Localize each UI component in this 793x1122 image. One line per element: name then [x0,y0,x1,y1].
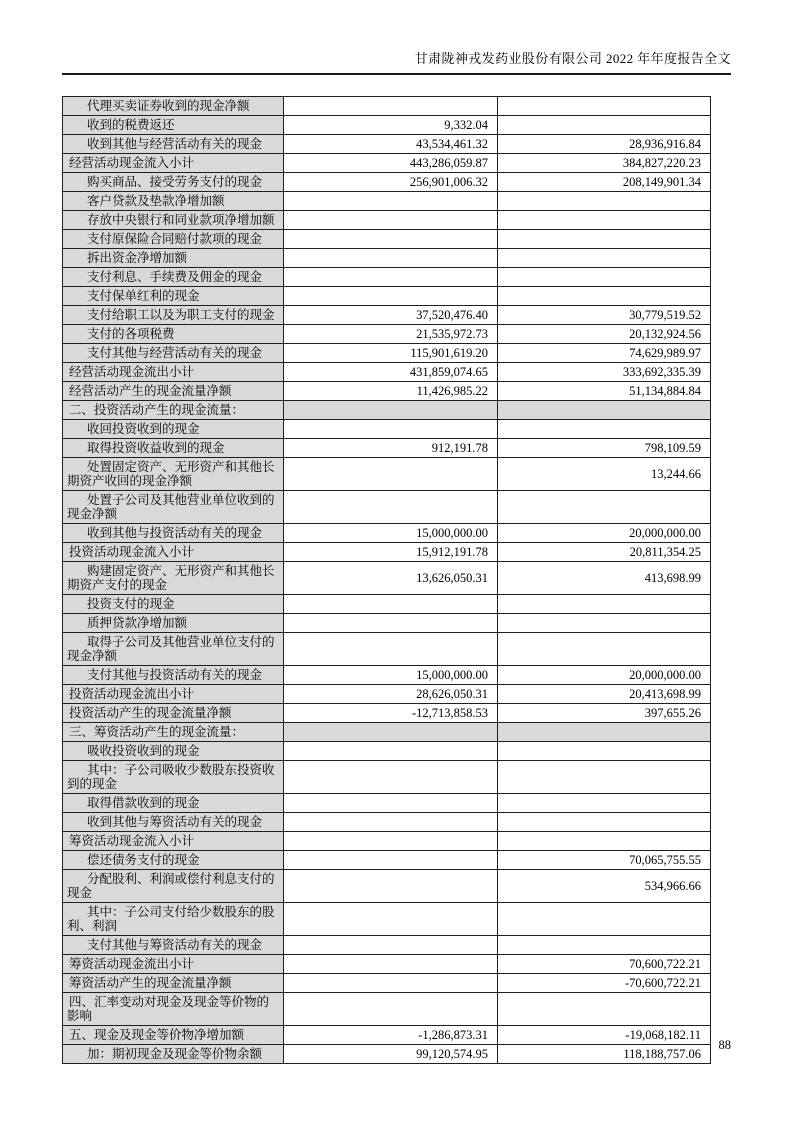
table-row [63,832,711,851]
prior-period-value-cell: 70,065,755.55 [498,851,711,870]
table-row [63,524,711,543]
prior-period-value-cell [498,761,711,794]
current-period-value-cell [284,870,498,903]
row-label-cell: 投资支付的现金 [63,595,284,614]
row-label-cell: 经营活动现金流出小计 [63,363,284,382]
table-row [63,382,711,401]
page-number: 88 [718,1038,731,1052]
row-label-cell: 取得子公司及其他营业单位支付的现金净额 [63,633,284,666]
current-period-value-cell [284,268,498,287]
prior-period-value-cell: 413,698.99 [498,562,711,595]
table-row [63,491,711,524]
prior-period-value-cell [498,633,711,666]
current-period-value-cell: -12,713,858.53 [284,704,498,723]
prior-period-value-cell: 397,655.26 [498,704,711,723]
row-label-cell: 筹资活动现金流出小计 [63,955,284,974]
current-period-value-cell: 11,426,985.22 [284,382,498,401]
table-row [63,993,711,1026]
table-row [63,974,711,993]
prior-period-value-cell [498,794,711,813]
current-period-value-cell: 115,901,619.20 [284,344,498,363]
row-label-cell: 四、汇率变动对现金及现金等价物的影响 [63,993,284,1026]
table-row [63,420,711,439]
row-label-cell: 取得借款收到的现金 [63,794,284,813]
prior-period-value-cell [498,420,711,439]
row-label-cell: 投资活动现金流入小计 [63,543,284,562]
table-row [63,135,711,154]
table-row [63,794,711,813]
table-row [63,723,711,742]
current-period-value-cell [284,723,498,742]
row-label-cell: 经营活动现金流入小计 [63,154,284,173]
prior-period-value-cell: 20,811,354.25 [498,543,711,562]
table-row [63,211,711,230]
prior-period-value-cell [498,614,711,633]
row-label-cell: 支付其他与筹资活动有关的现金 [63,936,284,955]
prior-period-value-cell: 333,692,335.39 [498,363,711,382]
cash-flow-table [62,96,711,1064]
prior-period-value-cell: 51,134,884.84 [498,382,711,401]
row-label-cell: 处置子公司及其他营业单位收到的现金净额 [63,491,284,524]
prior-period-value-cell [498,993,711,1026]
current-period-value-cell [284,974,498,993]
header-rule [62,73,731,75]
row-label-cell: 其中：子公司支付给少数股东的股利、利润 [63,903,284,936]
current-period-value-cell: 9,332.04 [284,116,498,135]
table-row [63,704,711,723]
prior-period-value-cell [498,742,711,761]
current-period-value-cell [284,97,498,116]
current-period-value-cell [284,230,498,249]
current-period-value-cell [284,192,498,211]
row-label-cell: 经营活动产生的现金流量净额 [63,382,284,401]
prior-period-value-cell: 70,600,722.21 [498,955,711,974]
prior-period-value-cell [498,936,711,955]
table-row [63,363,711,382]
current-period-value-cell: 256,901,006.32 [284,173,498,192]
row-label-cell: 分配股利、利润或偿付利息支付的现金 [63,870,284,903]
current-period-value-cell: -1,286,873.31 [284,1026,498,1045]
prior-period-value-cell: -19,068,182.11 [498,1026,711,1045]
table-row [63,614,711,633]
row-label-cell: 收到其他与经营活动有关的现金 [63,135,284,154]
row-label-cell: 筹资活动产生的现金流量净额 [63,974,284,993]
row-label-cell: 筹资活动现金流入小计 [63,832,284,851]
prior-period-value-cell: 20,413,698.99 [498,685,711,704]
row-label-cell: 其中：子公司吸收少数股东投资收到的现金 [63,761,284,794]
table-row [63,287,711,306]
current-period-value-cell [284,420,498,439]
table-row [63,325,711,344]
current-period-value-cell: 431,859,074.65 [284,363,498,382]
current-period-value-cell: 443,286,059.87 [284,154,498,173]
prior-period-value-cell [498,97,711,116]
prior-period-value-cell: 384,827,220.23 [498,154,711,173]
table-row [63,344,711,363]
current-period-value-cell: 15,000,000.00 [284,666,498,685]
prior-period-value-cell: 74,629,989.97 [498,344,711,363]
row-label-cell: 投资活动现金流出小计 [63,685,284,704]
table-row [63,595,711,614]
row-label-cell: 支付保单红利的现金 [63,287,284,306]
row-label-cell: 五、现金及现金等价物净增加额 [63,1026,284,1045]
table-row [63,154,711,173]
row-label-cell: 支付原保险合同赔付款项的现金 [63,230,284,249]
prior-period-value-cell: 30,779,519.52 [498,306,711,325]
prior-period-value-cell [498,211,711,230]
current-period-value-cell [284,287,498,306]
table-row [63,936,711,955]
current-period-value-cell [284,211,498,230]
row-label-cell: 购建固定资产、无形资产和其他长期资产支付的现金 [63,562,284,595]
table-row [63,633,711,666]
table-row [63,761,711,794]
prior-period-value-cell [498,723,711,742]
row-label-cell: 支付给职工以及为职工支付的现金 [63,306,284,325]
row-label-cell: 代理买卖证券收到的现金净额 [63,97,284,116]
row-label-cell: 购买商品、接受劳务支付的现金 [63,173,284,192]
current-period-value-cell [284,633,498,666]
current-period-value-cell: 21,535,972.73 [284,325,498,344]
prior-period-value-cell [498,249,711,268]
current-period-value-cell [284,401,498,420]
row-label-cell: 支付的各项税费 [63,325,284,344]
table-row [63,230,711,249]
row-label-cell: 三、筹资活动产生的现金流量： [63,723,284,742]
row-label-cell: 投资活动产生的现金流量净额 [63,704,284,723]
row-label-cell: 收回投资收到的现金 [63,420,284,439]
prior-period-value-cell [498,903,711,936]
current-period-value-cell: 15,000,000.00 [284,524,498,543]
table-row [63,116,711,135]
current-period-value-cell: 43,534,461.32 [284,135,498,154]
prior-period-value-cell [498,230,711,249]
row-label-cell: 二、投资活动产生的现金流量： [63,401,284,420]
prior-period-value-cell: 534,966.66 [498,870,711,903]
table-row [63,97,711,116]
row-label-cell: 吸收投资收到的现金 [63,742,284,761]
table-row [63,173,711,192]
current-period-value-cell [284,491,498,524]
table-row [63,1045,711,1064]
current-period-value-cell [284,993,498,1026]
current-period-value-cell [284,832,498,851]
prior-period-value-cell [498,192,711,211]
table-row [63,562,711,595]
prior-period-value-cell: 798,109.59 [498,439,711,458]
current-period-value-cell [284,794,498,813]
table-row [63,870,711,903]
row-label-cell: 收到其他与投资活动有关的现金 [63,524,284,543]
prior-period-value-cell: 208,149,901.34 [498,173,711,192]
row-label-cell: 支付其他与投资活动有关的现金 [63,666,284,685]
prior-period-value-cell: 20,000,000.00 [498,666,711,685]
current-period-value-cell [284,614,498,633]
prior-period-value-cell [498,287,711,306]
table-row [63,543,711,562]
current-period-value-cell [284,955,498,974]
row-label-cell: 加：期初现金及现金等价物余额 [63,1045,284,1064]
table-row [63,458,711,491]
prior-period-value-cell [498,595,711,614]
row-label-cell: 客户贷款及垫款净增加额 [63,192,284,211]
row-label-cell: 拆出资金净增加额 [63,249,284,268]
table-row [63,903,711,936]
current-period-value-cell: 13,626,050.31 [284,562,498,595]
cash-flow-table-body [63,97,711,1064]
prior-period-value-cell: 118,188,757.06 [498,1045,711,1064]
table-row [63,813,711,832]
current-period-value-cell [284,813,498,832]
row-label-cell: 取得投资收益收到的现金 [63,439,284,458]
current-period-value-cell [284,249,498,268]
row-label-cell: 偿还债务支付的现金 [63,851,284,870]
table-row [63,401,711,420]
table-row [63,851,711,870]
current-period-value-cell [284,851,498,870]
table-row [63,439,711,458]
current-period-value-cell [284,761,498,794]
prior-period-value-cell [498,491,711,524]
row-label-cell: 收到的税费返还 [63,116,284,135]
table-row [63,192,711,211]
prior-period-value-cell [498,268,711,287]
row-label-cell: 质押贷款净增加额 [63,614,284,633]
current-period-value-cell [284,742,498,761]
page-header-title: 甘肃陇神戎发药业股份有限公司 2022 年年度报告全文 [414,51,731,66]
prior-period-value-cell [498,116,711,135]
table-row [63,306,711,325]
prior-period-value-cell: -70,600,722.21 [498,974,711,993]
row-label-cell: 处置固定资产、无形资产和其他长期资产收回的现金净额 [63,458,284,491]
current-period-value-cell: 28,626,050.31 [284,685,498,704]
row-label-cell: 收到其他与筹资活动有关的现金 [63,813,284,832]
prior-period-value-cell: 20,000,000.00 [498,524,711,543]
table-row [63,685,711,704]
current-period-value-cell: 99,120,574.95 [284,1045,498,1064]
current-period-value-cell: 15,912,191.78 [284,543,498,562]
current-period-value-cell [284,595,498,614]
prior-period-value-cell: 28,936,916.84 [498,135,711,154]
table-row [63,1026,711,1045]
table-row [63,742,711,761]
table-row [63,955,711,974]
table-row [63,268,711,287]
current-period-value-cell [284,936,498,955]
prior-period-value-cell [498,401,711,420]
table-row [63,249,711,268]
row-label-cell: 存放中央银行和同业款项净增加额 [63,211,284,230]
current-period-value-cell [284,903,498,936]
table-row [63,666,711,685]
row-label-cell: 支付其他与经营活动有关的现金 [63,344,284,363]
current-period-value-cell [284,458,498,491]
prior-period-value-cell [498,813,711,832]
prior-period-value-cell [498,832,711,851]
row-label-cell: 支付利息、手续费及佣金的现金 [63,268,284,287]
current-period-value-cell: 912,191.78 [284,439,498,458]
prior-period-value-cell: 20,132,924.56 [498,325,711,344]
prior-period-value-cell: 13,244.66 [498,458,711,491]
current-period-value-cell: 37,520,476.40 [284,306,498,325]
